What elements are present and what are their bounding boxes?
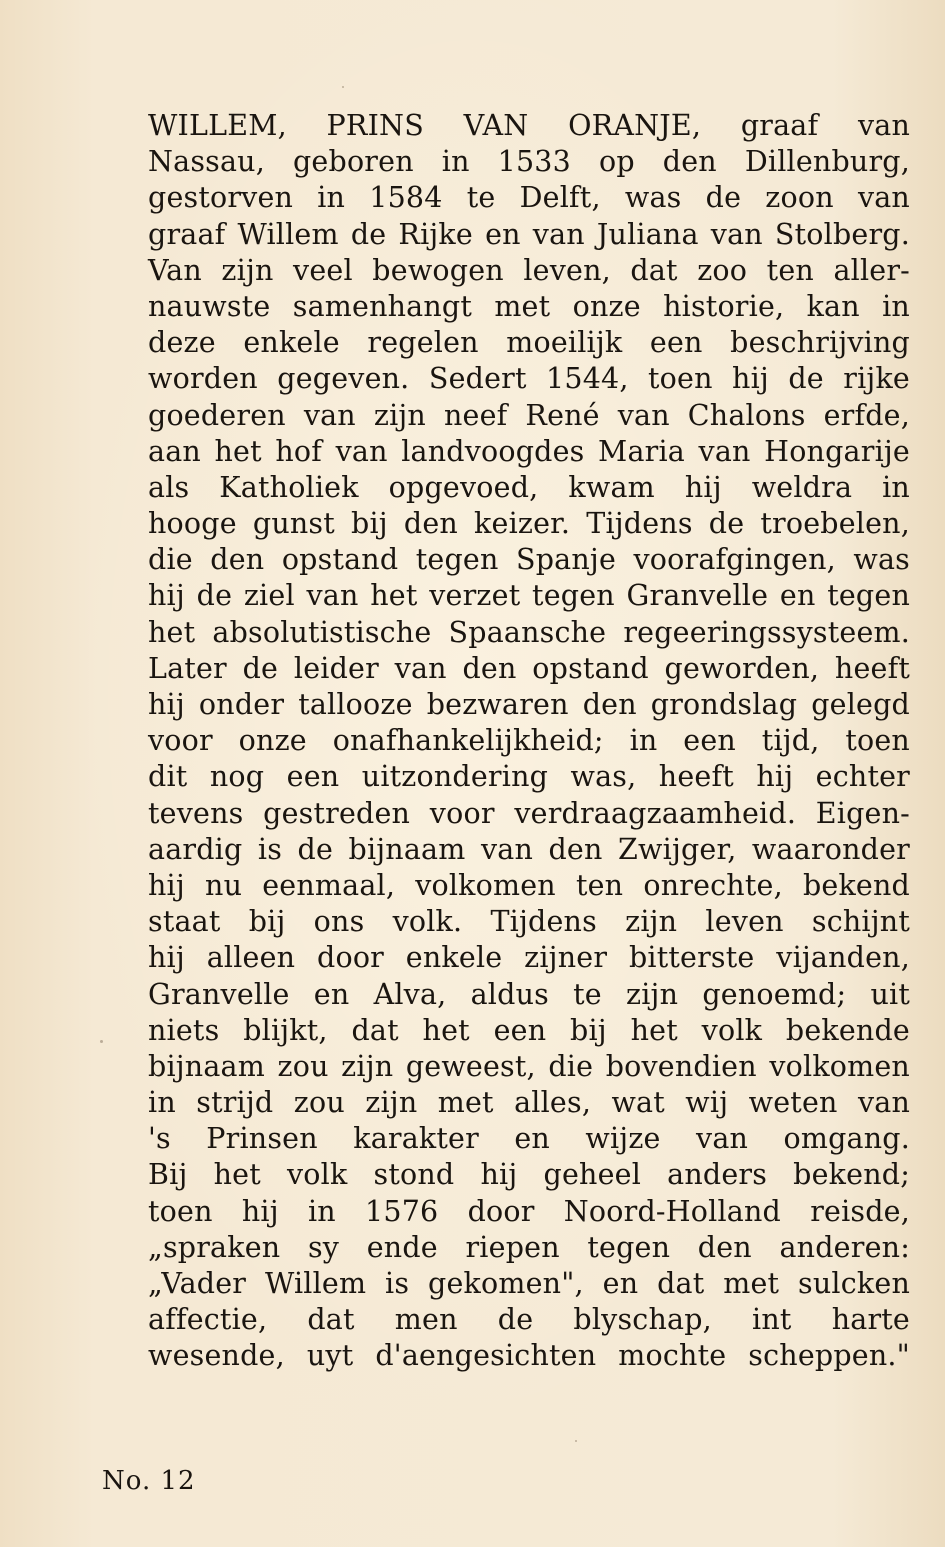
text-line: hij alleen door enkele zijner bitterste vijanden, — [148, 941, 910, 975]
text-line: deze enkele regelen moeilijk een beschrijving — [148, 326, 910, 360]
text-line: nauwste samenhangt met onze historie, kan in — [148, 289, 910, 323]
text-line: het absolutistische Spaansche regeeringssysteem. — [148, 615, 910, 649]
text-line: Bij het volk stond hij geheel anders bekend; — [148, 1158, 910, 1192]
text-line: affectie, dat men de blyschap, int harte — [148, 1303, 910, 1337]
text-line: „Vader Willem is gekomen", en dat met sulcken — [148, 1267, 910, 1300]
text-line: in strijd zou zijn met alles, wat wij weten van — [148, 1086, 910, 1120]
text-line: staat bij ons volk. Tijdens zijn leven schijnt — [148, 905, 910, 939]
text-line: graaf Willem de Rijke en van Juliana van Stolberg. — [148, 217, 910, 251]
text-line: Van zijn veel bewogen leven, dat zoo ten aller- — [148, 253, 910, 287]
text-line: aan het hof van landvoogdes Maria van Hongarije — [148, 434, 910, 468]
paper-speck — [342, 86, 344, 88]
page-number: No. 12 — [102, 1466, 196, 1496]
paper-speck — [575, 1440, 577, 1442]
text-line: „spraken sy ende riepen tegen den anderen: — [148, 1230, 910, 1264]
text-line: bijnaam zou zijn geweest, die bovendien volkomen — [148, 1049, 910, 1083]
text-line: die den opstand tegen Spanje voorafgingen, was — [148, 543, 910, 577]
text-line: hij de ziel van het verzet tegen Granvelle en tegen — [148, 579, 910, 613]
text-line: worden gegeven. Sedert 1544, toen hij de rijke — [148, 362, 910, 396]
text-line: tevens gestreden voor verdraagzaamheid. Eigen- — [148, 796, 910, 830]
text-line: Later de leider van den opstand geworden, heeft — [148, 651, 910, 685]
paper-speck — [100, 1040, 103, 1043]
biography-text — [148, 108, 910, 1375]
text-line: Nassau, geboren in 1533 op den Dillenburg, — [148, 145, 910, 179]
text-line: niets blijkt, dat het een bij het volk bekende — [148, 1013, 910, 1047]
text-line: als Katholiek opgevoed, kwam hij weldra in — [148, 470, 910, 504]
text-line: WILLEM, PRINS VAN ORANJE, graaf van — [148, 109, 910, 142]
text-line: toen hij in 1576 door Noord-Holland reisde, — [148, 1194, 910, 1228]
text-line: hij nu eenmaal, volkomen ten onrechte, bekend — [148, 868, 910, 902]
text-line: hij onder tallooze bezwaren den grondslag gelegd — [148, 688, 910, 721]
text-line: gestorven in 1584 te Delft, was de zoon van — [148, 181, 910, 215]
text-line: hooge gunst bij den keizer. Tijdens de troebelen, — [148, 507, 910, 541]
text-line: dit nog een uitzondering was, heeft hij echter — [148, 760, 910, 794]
text-line: 's Prinsen karakter en wijze van omgang. — [148, 1122, 910, 1156]
text-line: goederen van zijn neef René van Chalons erfde, — [148, 398, 910, 432]
text-line: Granvelle en Alva, aldus te zijn genoemd; uit — [148, 977, 910, 1011]
text-line: aardig is de bijnaam van den Zwijger, waaronder — [148, 832, 910, 866]
text-line: wesende, uyt d'aengesichten mochte scheppen." — [148, 1339, 910, 1373]
text-line: voor onze onafhankelijkheid; in een tijd, toen — [148, 724, 910, 758]
